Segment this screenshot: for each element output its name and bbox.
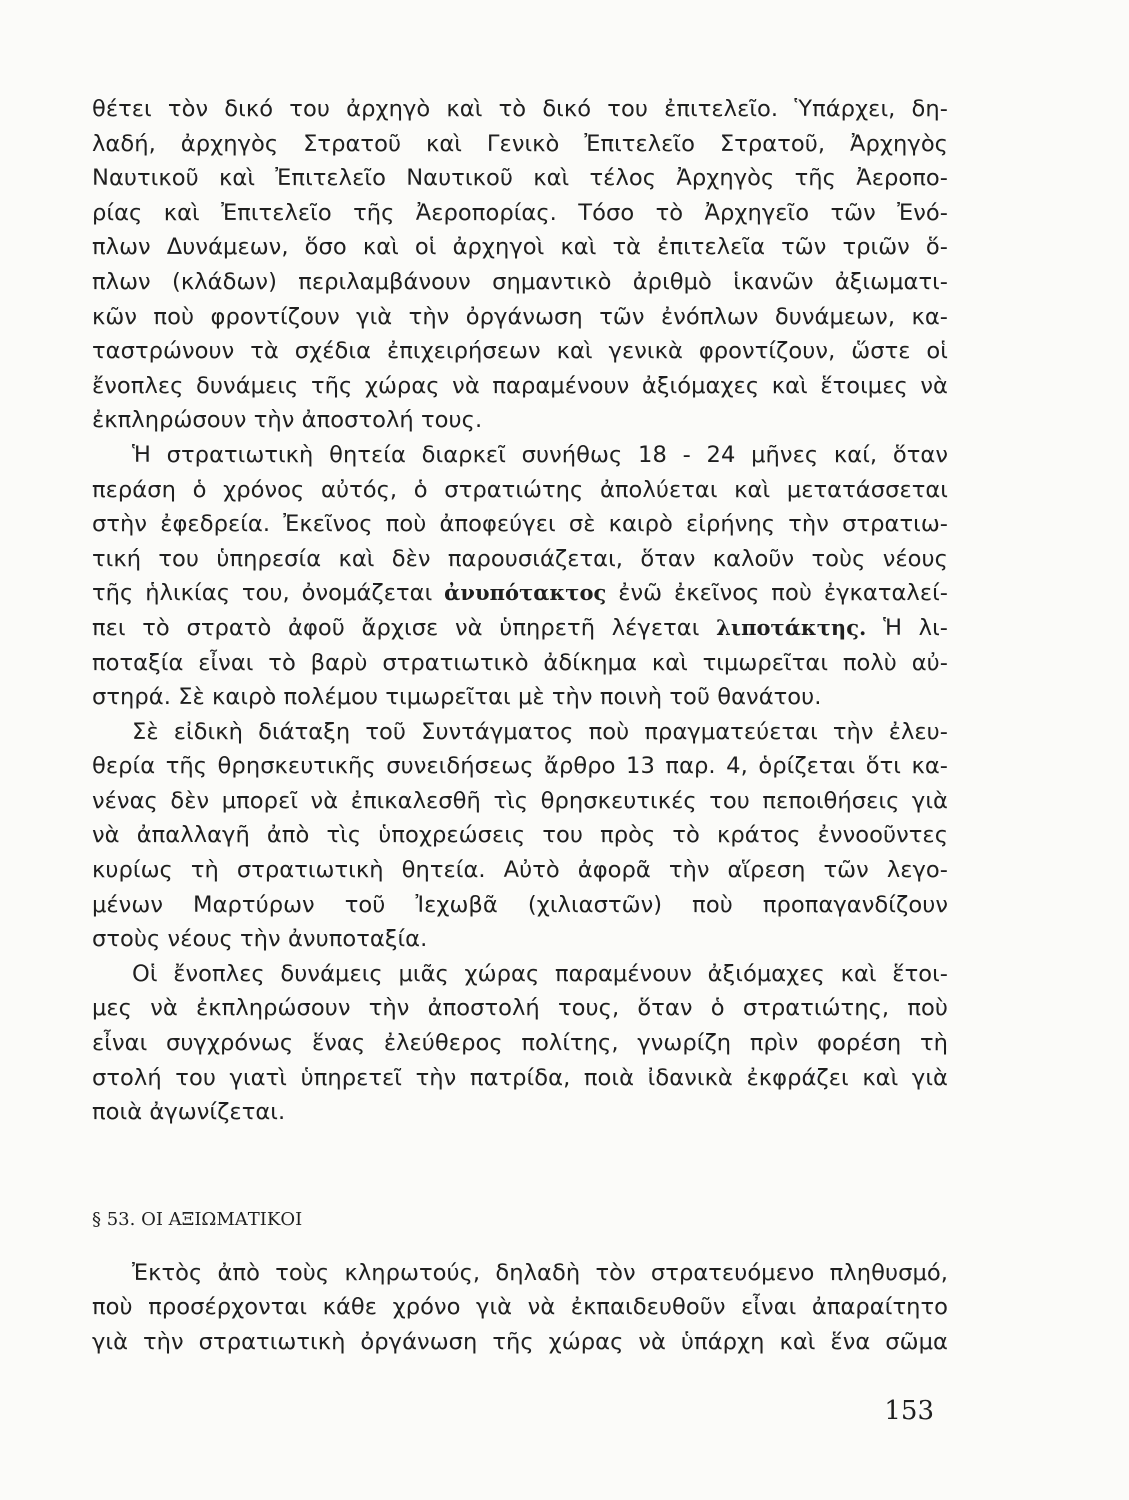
paragraph-4: [92, 957, 948, 1130]
paragraph-2-line-5-end: ἐνῶ ἐκεῖνος ποὺ ἐγκαταλεί-: [606, 580, 948, 607]
paragraph-2-line-6-end: Ἡ λι-: [866, 614, 948, 641]
paragraph-2-line-7: ποταξία εἶναι τὸ βαρὺ στρατιωτικὸ ἀδίκημα καὶ τιμωρεῖται πολὺ αὐ-: [92, 649, 948, 676]
paragraph-2-line-4: τική του ὑπηρεσία καὶ δὲν παρουσιάζεται, ὅταν καλοῦν τοὺς νέους: [92, 545, 948, 572]
paragraph-4-line-4: στολή του γιατὶ ὑπηρετεῖ τὴν πατρίδα, ποιὰ ἰδανικὰ ἐκφράζει καὶ γιὰ: [92, 1064, 948, 1091]
paragraph-2: [92, 438, 948, 715]
paragraph-1-line-7: κῶν ποὺ φροντίζουν γιὰ τὴν ὀργάνωση τῶν ἐνόπλων δυνάμεων, κα-: [92, 303, 948, 330]
paragraph-5: [92, 1256, 948, 1360]
paragraph-3-line-2: θερία τῆς θρησκευτικῆς συνειδήσεως ἄρθρο 13 παρ. 4, ὁρίζεται ὅτι κα-: [92, 753, 948, 780]
paragraph-5-line-3: γιὰ τὴν στρατιωτικὴ ὀργάνωση τῆς χώρας νὰ ὑπάρχη καὶ ἕνα σῶμα: [92, 1329, 948, 1355]
paragraph-2-line-8: στηρά. Σὲ καιρὸ πολέμου τιμωρεῖται μὲ τὴν ποινὴ τοῦ θανάτου.: [92, 684, 822, 711]
paragraph-2-line-2: περάση ὁ χρόνος αὐτός, ὁ στρατιώτης ἀπολύεται καὶ μετατάσσεται: [92, 476, 948, 503]
paragraph-4-line-3: εἶναι συγχρόνως ἕνας ἐλεύθερος πολίτης, γνωρίζη πρὶν φορέση τὴ: [92, 1030, 948, 1057]
paragraph-5-line-2: ποὺ προσέρχονται κάθε χρόνο γιὰ νὰ ἐκπαιδευθοῦν εἶναι ἀπαραίτητο: [92, 1294, 948, 1321]
paragraph-1-line-4: ρίας καὶ Ἐπιτελεῖο τῆς Ἀεροπορίας. Τόσο τὸ Ἀρχηγεῖο τῶν Ἐνό-: [92, 199, 948, 226]
paragraph-1: [92, 92, 948, 438]
paragraph-2-line-1: Ἡ στρατιωτικὴ θητεία διαρκεῖ συνήθως 18 - 24 μῆνες καί, ὅταν: [132, 441, 948, 468]
paragraph-1-line-6: πλων (κλάδων) περιλαμβάνουν σημαντικὸ ἀριθμὸ ἱκανῶν ἀξιωματι-: [92, 268, 948, 295]
paragraph-5-line-1: Ἐκτὸς ἀπὸ τοὺς κληρωτούς, δηλαδὴ τὸν στρατευόμενο πληθυσμό,: [132, 1259, 948, 1286]
term-draft-evader: ἀνυπότακτος: [444, 580, 607, 606]
paragraph-1-line-1: θέτει τὸν δικό του ἀρχηγὸ καὶ τὸ δικό του ἐπιτελεῖο. Ὑπάρχει, δη-: [92, 96, 948, 122]
paragraph-3: [92, 715, 948, 957]
paragraph-4-line-2: μες νὰ ἐκπληρώσουν τὴν ἀποστολή τους, ὅταν ὁ στρατιώτης, ποὺ: [92, 995, 948, 1022]
paragraph-3-line-4: νὰ ἀπαλλαγῆ ἀπὸ τὶς ὑποχρεώσεις του πρὸς τὸ κράτος ἐννοοῦντες: [92, 822, 948, 849]
paragraph-3-line-1: Σὲ εἰδικὴ διάταξη τοῦ Συντάγματος ποὺ πραγματεύεται τὴν ἐλευ-: [132, 718, 948, 745]
paragraph-2-line-6: [92, 611, 948, 646]
paragraph-4-line-1: Οἱ ἔνοπλες δυνάμεις μιᾶς χώρας παραμένουν ἀξιόμαχες καὶ ἕτοι-: [132, 960, 948, 987]
paragraph-1-line-8: ταστρώνουν τὰ σχέδια ἐπιχειρήσεων καὶ γενικὰ φροντίζουν, ὥστε οἱ: [92, 338, 948, 365]
paragraph-1-line-10: ἐκπληρώσουν τὴν ἀποστολή τους.: [92, 407, 483, 434]
paragraph-1-line-2: λαδή, ἀρχηγὸς Στρατοῦ καὶ Γενικὸ Ἐπιτελεῖο Στρατοῦ, Ἀρχηγὸς: [92, 130, 948, 157]
paragraph-2-line-5-start: τῆς ἡλικίας του, ὀνομάζεται: [92, 580, 445, 607]
term-deserter: λιποτάκτης.: [716, 614, 867, 640]
section-heading: § 53. ΟΙ ΑΞΙΩΜΑΤΙΚΟΙ: [92, 1208, 303, 1230]
paragraph-1-line-9: ἔνοπλες δυνάμεις τῆς χώρας νὰ παραμένουν ἀξιόμαχες καὶ ἕτοιμες νὰ: [92, 372, 948, 399]
paragraph-3-line-6: μένων Μαρτύρων τοῦ Ἰεχωβᾶ (χιλιαστῶν) ποὺ προπαγανδίζουν: [92, 891, 948, 918]
paragraph-1-line-3: Ναυτικοῦ καὶ Ἐπιτελεῖο Ναυτικοῦ καὶ τέλος Ἀρχηγὸς τῆς Ἀεροπο-: [92, 165, 948, 192]
paragraph-2-line-5: [92, 576, 948, 611]
book-page: [92, 92, 948, 1360]
paragraph-3-line-7: στοὺς νέους τὴν ἀνυποταξία.: [92, 926, 428, 953]
paragraph-3-line-5: κυρίως τὴ στρατιωτικὴ θητεία. Αὐτὸ ἀφορᾶ τὴν αἵρεση τῶν λεγο-: [92, 857, 948, 884]
paragraph-2-line-3: στὴν ἐφεδρεία. Ἐκεῖνος ποὺ ἀποφεύγει σὲ καιρὸ εἰρήνης τὴν στρατιω-: [92, 511, 948, 538]
paragraph-4-line-5: ποιὰ ἀγωνίζεται.: [92, 1099, 286, 1126]
paragraph-3-line-3: νένας δὲν μπορεῖ νὰ ἐπικαλεσθῆ τὶς θρησκευτικές του πεποιθήσεις γιὰ: [92, 787, 948, 814]
page-number: 153: [884, 1396, 934, 1426]
paragraph-2-line-6-start: πει τὸ στρατὸ ἀφοῦ ἄρχισε νὰ ὑπηρετῆ λέγεται: [92, 614, 717, 641]
paragraph-1-line-5: πλων Δυνάμεων, ὅσο καὶ οἱ ἀρχηγοὶ καὶ τὰ ἐπιτελεῖα τῶν τριῶν ὅ-: [92, 234, 948, 261]
